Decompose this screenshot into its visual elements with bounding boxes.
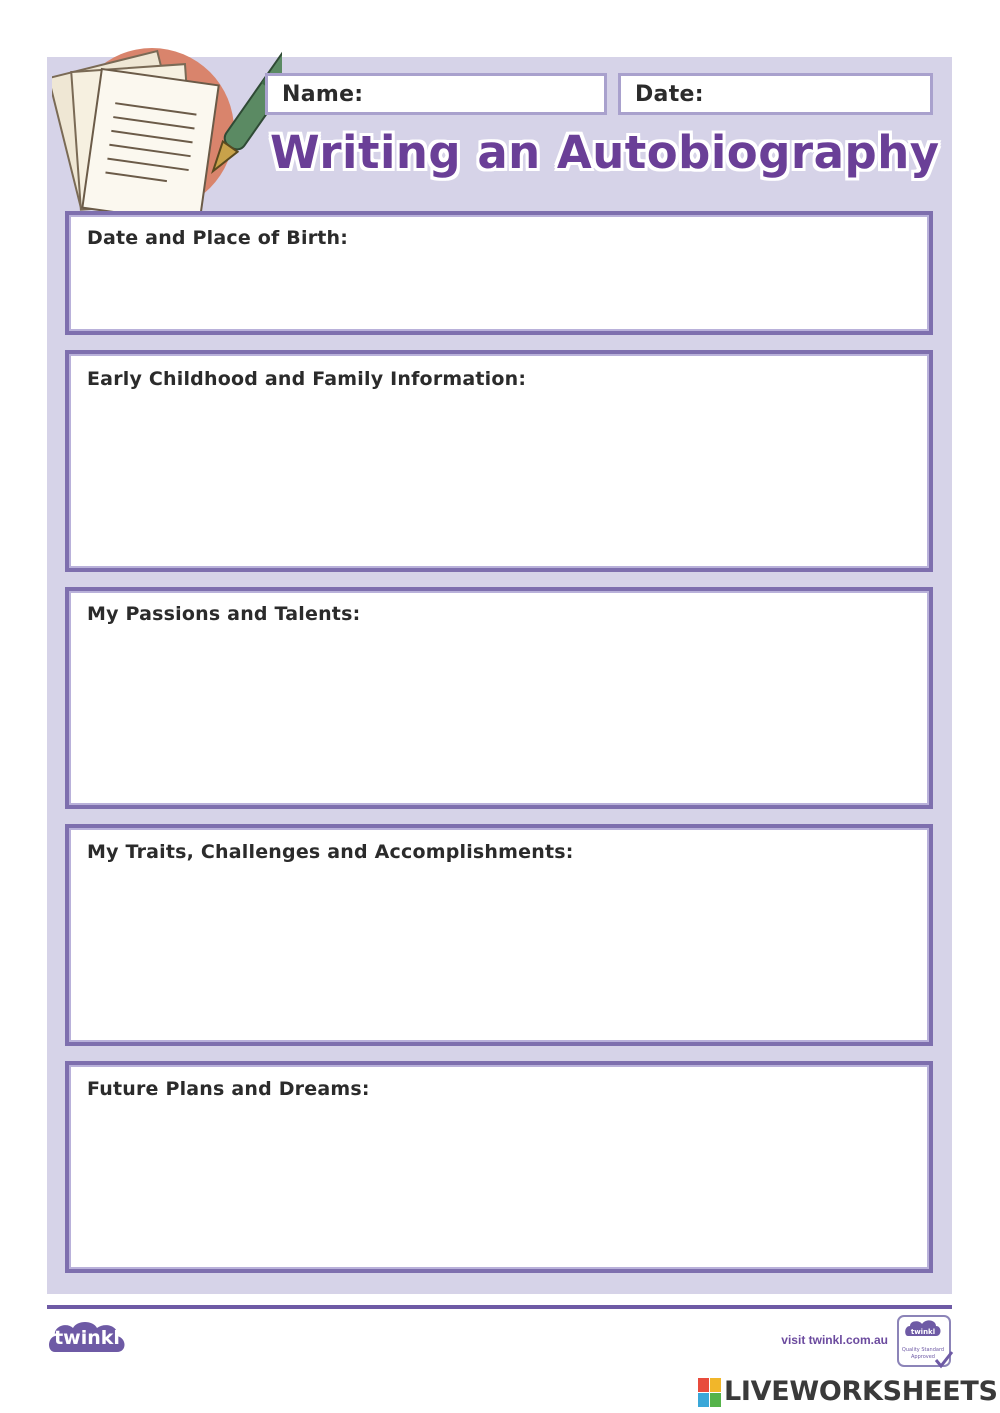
- section-traits[interactable]: [65, 824, 933, 1046]
- visit-link[interactable]: visit twinkl.com.au: [781, 1333, 888, 1347]
- section-label: Early Childhood and Family Information:: [87, 368, 527, 390]
- section-label: My Traits, Challenges and Accomplishments:: [87, 841, 574, 863]
- name-field[interactable]: [265, 73, 607, 115]
- liveworksheets-icon: [698, 1378, 722, 1408]
- paper-and-pen-illustration: [52, 38, 282, 218]
- quality-badge-icon: [896, 1314, 954, 1370]
- name-label: Name:: [282, 82, 364, 107]
- date-field[interactable]: [618, 73, 933, 115]
- badge-line2: Approved: [911, 1354, 935, 1360]
- page-title: Writing an Autobiography: [270, 126, 940, 179]
- section-label: Future Plans and Dreams:: [87, 1078, 370, 1100]
- twinkl-logo: [45, 1318, 129, 1360]
- section-label: My Passions and Talents:: [87, 603, 361, 625]
- badge-brand: twinkl: [910, 1328, 936, 1336]
- section-early-childhood[interactable]: [65, 350, 933, 572]
- footer-divider: [47, 1305, 952, 1309]
- section-birth[interactable]: [65, 211, 933, 335]
- badge-line1: Quality Standard: [901, 1347, 945, 1353]
- twinkl-logo-text: twinkl: [54, 1327, 120, 1349]
- section-future-plans[interactable]: [65, 1061, 933, 1273]
- liveworksheets-wordmark: LIVEWORKSHEETS: [724, 1376, 998, 1407]
- section-label: Date and Place of Birth:: [87, 227, 349, 249]
- section-passions[interactable]: [65, 587, 933, 809]
- date-label: Date:: [635, 82, 704, 107]
